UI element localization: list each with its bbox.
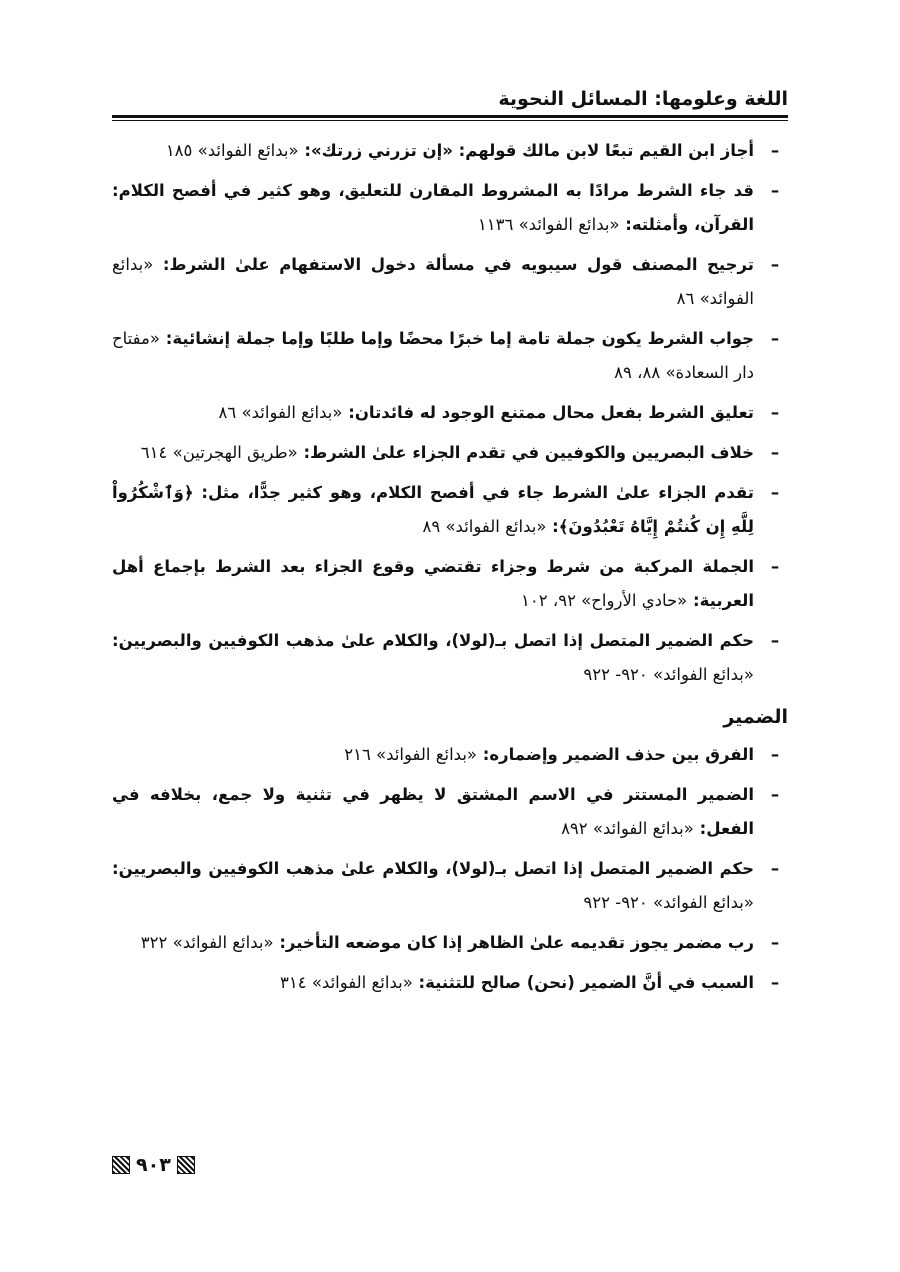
entry-source: «بدائع الفوائد» ٨٦ bbox=[218, 403, 343, 422]
ornament-left-icon bbox=[112, 1156, 130, 1174]
running-header bbox=[112, 82, 788, 122]
index-content bbox=[112, 134, 788, 1006]
entry-dash: – bbox=[770, 483, 780, 502]
entry-dash: – bbox=[770, 973, 780, 992]
entry-topic: رب مضمر يجوز تقديمه علىٰ الظاهر إذا كان موضعه التأخير: bbox=[273, 933, 754, 952]
entry-topic: تعليق الشرط بفعل محال ممتنع الوجود له فائدتان: bbox=[342, 403, 754, 422]
index-entry bbox=[112, 396, 788, 430]
entry-dash: – bbox=[770, 403, 780, 422]
index-entry bbox=[112, 852, 788, 920]
entry-topic: ترجيح المصنف قول سيبويه في مسألة دخول الاستفهام علىٰ الشرط: bbox=[153, 255, 754, 274]
entry-source: «بدائع الفوائد» ٨٦ bbox=[112, 255, 754, 308]
index-entry bbox=[112, 966, 788, 1000]
entry-dash: – bbox=[770, 631, 780, 650]
index-entry bbox=[112, 322, 788, 390]
entry-dash: – bbox=[770, 745, 780, 764]
index-entry bbox=[112, 926, 788, 960]
entry-source: «طريق الهجرتين» ٦١٤ bbox=[140, 443, 298, 462]
header-rule-thick bbox=[112, 115, 788, 118]
entry-dash: – bbox=[770, 785, 780, 804]
entry-topic: أجاز ابن القيم تبعًا لابن مالك قولهم: «إن تزرني زرتك»: bbox=[298, 141, 754, 160]
page-number: ٩٠٣ bbox=[136, 1154, 171, 1176]
entry-list-pronoun bbox=[112, 738, 788, 1000]
entry-topic: الفرق بين حذف الضمير وإضماره: bbox=[477, 745, 754, 764]
page-number-block bbox=[112, 1154, 195, 1176]
entry-source: «بدائع الفوائد» ٨٩٢ bbox=[561, 819, 694, 838]
index-entry bbox=[112, 436, 788, 470]
entry-source: «بدائع الفوائد» ٩٢٠- ٩٢٢ bbox=[583, 665, 754, 684]
entry-source: «بدائع الفوائد» ٣٢٢ bbox=[140, 933, 274, 952]
index-entry bbox=[112, 624, 788, 692]
index-entry bbox=[112, 174, 788, 242]
entry-dash: – bbox=[770, 181, 780, 200]
entry-dash: – bbox=[770, 443, 780, 462]
entry-dash: – bbox=[770, 557, 780, 576]
entry-source: «بدائع الفوائد» ٩٢٠- ٩٢٢ bbox=[583, 893, 754, 912]
index-entry bbox=[112, 550, 788, 618]
entry-topic: تقدم الجزاء علىٰ الشرط جاء في أفصح الكلام، وهو كثير جدًّا، مثل: ﴿وَٱشْكُرُواْ لِلَّهِ إِن كُنتُمْ إِيَّاهُ تَعْبُدُونَ﴾: bbox=[112, 483, 754, 536]
entry-source: «بدائع الفوائد» ٣١٤ bbox=[280, 973, 413, 992]
index-entry bbox=[112, 476, 788, 544]
entry-list-conditional bbox=[112, 134, 788, 692]
entry-topic: حكم الضمير المتصل إذا اتصل بـ(لولا)، والكلام علىٰ مذهب الكوفيين والبصريين: bbox=[112, 631, 754, 650]
entry-topic: الضمير المستتر في الاسم المشتق لا يظهر في تثنية ولا جمع، بخلافه في الفعل: bbox=[112, 785, 754, 838]
entry-source: «مفتاح دار السعادة» ٨٨، ٨٩ bbox=[112, 329, 754, 382]
entry-dash: – bbox=[770, 329, 780, 348]
ornament-right-icon bbox=[177, 1156, 195, 1174]
section-heading: الضمير bbox=[723, 706, 788, 728]
entry-dash: – bbox=[770, 859, 780, 878]
entry-topic: قد جاء الشرط مرادًا به المشروط المقارن للتعليق، وهو كثير في أفصح الكلام: القرآن، وأمثلته: bbox=[112, 181, 754, 234]
entry-topic: جواب الشرط يكون جملة تامة إما خبرًا محضًا وإما طلبًا وإما جملة إنشائية: bbox=[159, 329, 754, 348]
entry-dash: – bbox=[770, 933, 780, 952]
header-title: اللغة وعلومها: المسائل النحوية bbox=[498, 88, 788, 110]
entry-source: «بدائع الفوائد» ٨٩ bbox=[422, 517, 547, 536]
entry-topic: السبب في أنَّ الضمير (نحن) صالح للتثنية: bbox=[412, 973, 754, 992]
entry-source: «بدائع الفوائد» ١٨٥ bbox=[165, 141, 299, 160]
entry-source: «بدائع الفوائد» ١١٣٦ bbox=[477, 215, 620, 234]
index-entry bbox=[112, 738, 788, 772]
entry-topic: الجملة المركبة من شرط وجزاء تقتضي وقوع الجزاء بعد الشرط بإجماع أهل العربية: bbox=[112, 557, 754, 610]
entry-source: «حادي الأرواح» ٩٢، ١٠٢ bbox=[521, 591, 688, 610]
entry-source: «بدائع الفوائد» ٢١٦ bbox=[344, 745, 478, 764]
entry-dash: – bbox=[770, 255, 780, 274]
entry-dash: – bbox=[770, 141, 780, 160]
entry-topic: خلاف البصريين والكوفيين في تقدم الجزاء علىٰ الشرط: bbox=[297, 443, 754, 462]
entry-topic: حكم الضمير المتصل إذا اتصل بـ(لولا)، والكلام علىٰ مذهب الكوفيين والبصريين: bbox=[112, 859, 754, 878]
index-entry bbox=[112, 134, 788, 168]
index-entry bbox=[112, 248, 788, 316]
index-entry bbox=[112, 778, 788, 846]
header-rule-thin bbox=[112, 120, 788, 121]
